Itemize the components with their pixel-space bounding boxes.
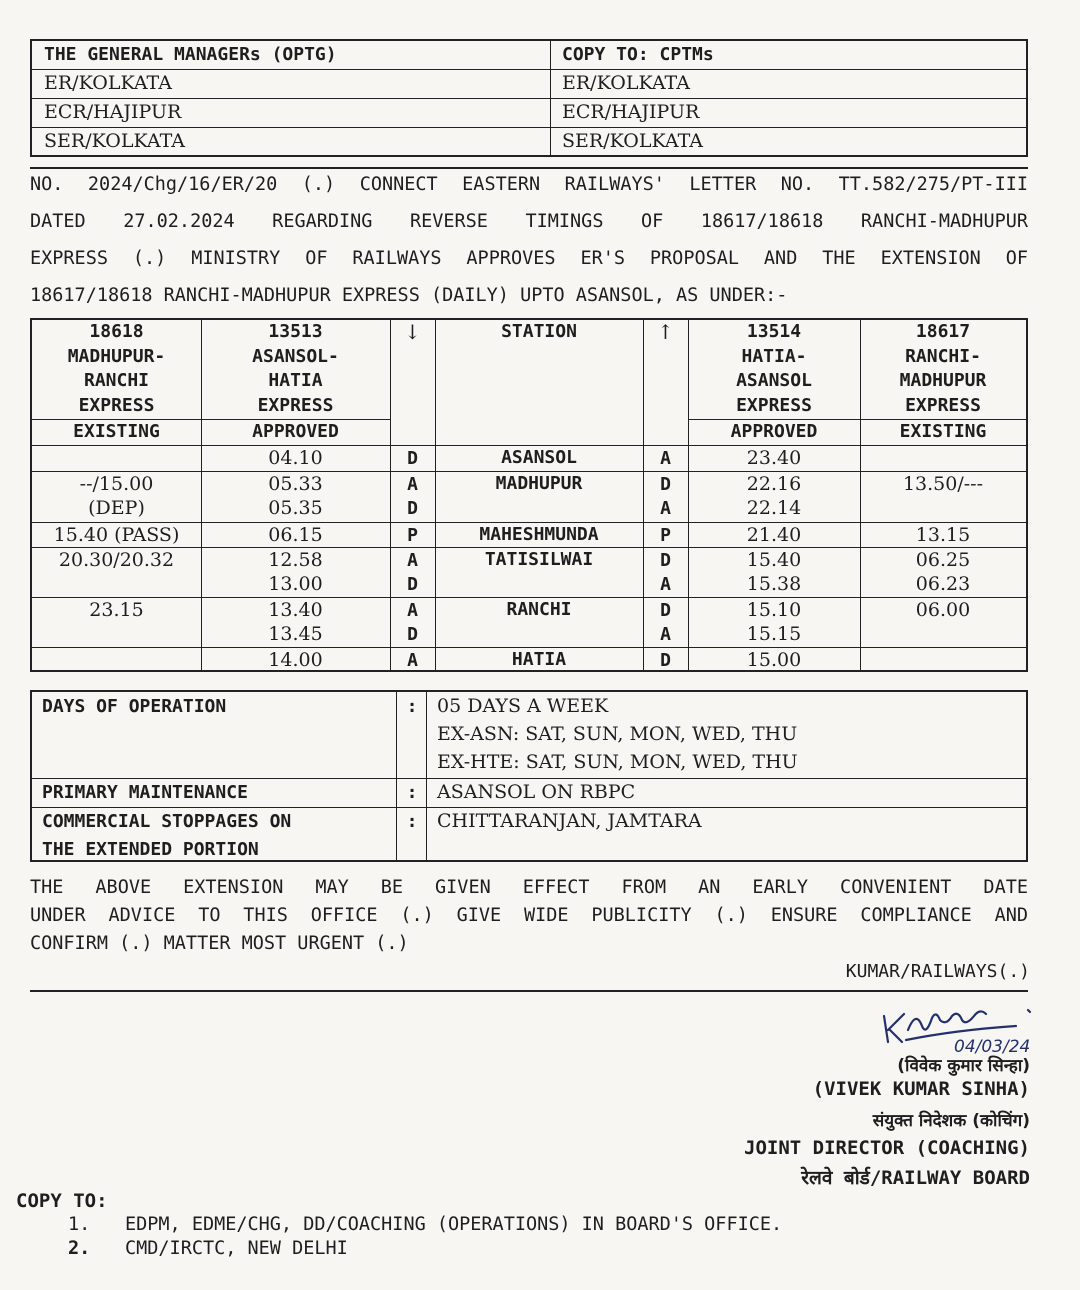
address-right-item: ECR/HAJIPUR: [550, 99, 1026, 128]
station-cell: TATISILWAI: [484, 549, 594, 570]
message-paragraph: [30, 166, 1028, 314]
commercial-stoppages-label: THE EXTENDED PORTION: [42, 839, 259, 860]
signatory-name: (VIVEK KUMAR SINHA): [812, 1078, 1030, 1100]
column-divider: [426, 692, 427, 860]
copy-to-cptms-header: COPY TO: CPTMs: [550, 41, 1026, 70]
designation-hindi: संयुक्त निदेशक (कोचिंग): [872, 1111, 1030, 1131]
office: रेलवे बोर्ड/RAILWAY BOARD: [801, 1167, 1030, 1189]
address-left-item: ECR/HAJIPUR: [32, 99, 550, 128]
signatory-name-hindi: (विवेक कुमार सिन्हा): [897, 1056, 1030, 1076]
time-cell: 13.45: [268, 623, 323, 645]
station-cell: RANCHI: [506, 599, 572, 620]
arr-dep-cell: D: [407, 498, 418, 519]
header-18618: 18618 MADHUPUR- RANCHI EXPRESS: [67, 321, 166, 416]
station-cell: HATIA: [511, 649, 567, 670]
arr-dep-cell: D: [660, 474, 671, 495]
address-left-item: SER/KOLKATA: [44, 130, 185, 152]
general-managers-header: THE GENERAL MANAGERs (OPTG): [32, 41, 550, 70]
address-left-item: ER/KOLKATA: [32, 70, 550, 99]
message-line: 18617/18618 RANCHI-MADHUPUR EXPRESS (DAILY) UPTO ASANSOL, AS UNDER:-: [30, 285, 788, 306]
arr-dep-cell: A: [407, 650, 418, 671]
arr-dep-cell: A: [407, 600, 418, 621]
copy-item-number: 1.: [68, 1214, 91, 1235]
up-arrow-icon: ↑: [657, 320, 674, 344]
subheader-existing: EXISTING: [73, 421, 160, 442]
time-cell: 21.40: [746, 524, 802, 546]
time-cell: 06.15: [268, 524, 323, 546]
time-cell: 05.35: [268, 497, 323, 519]
days-of-operation-value: 05 DAYS A WEEK: [437, 695, 609, 717]
time-cell: 13.00: [268, 573, 323, 595]
commercial-stoppages-label: COMMERCIAL STOPPAGES ON: [42, 811, 292, 832]
copy-item-number: 2.: [68, 1238, 91, 1259]
arr-dep-cell: A: [660, 624, 671, 645]
time-cell: 15.38: [746, 573, 802, 595]
arr-dep-cell: P: [407, 525, 418, 546]
arr-dep-cell: D: [660, 550, 671, 571]
time-cell: 13.15: [915, 524, 971, 546]
copy-item-text: CMD/IRCTC, NEW DELHI: [125, 1238, 348, 1259]
arr-dep-cell: A: [660, 448, 671, 469]
arr-dep-cell: P: [660, 525, 671, 546]
primary-maintenance-value: ASANSOL ON RBPC: [437, 781, 636, 803]
signature-date: 04/03/24: [954, 1037, 1031, 1057]
time-cell: 05.33: [268, 473, 323, 495]
arr-dep-cell: A: [660, 574, 671, 595]
commercial-stoppages-value: CHITTARANJAN, JAMTARA: [437, 810, 702, 832]
arr-dep-cell: A: [407, 550, 418, 571]
primary-maintenance-label: PRIMARY MAINTENANCE: [42, 782, 248, 803]
time-cell: 06.23: [915, 573, 971, 595]
time-cell: 23.40: [746, 447, 802, 469]
time-cell: 15.40 (PASS): [53, 524, 180, 546]
subheader-approved: APPROVED: [730, 421, 818, 442]
signature-divider: [30, 990, 1028, 992]
time-cell: --/15.00: [79, 473, 154, 495]
copy-item-text: EDPM, EDME/CHG, DD/COACHING (OPERATIONS) IN BOARD'S OFFICE.: [125, 1214, 783, 1235]
station-cell: ASANSOL: [501, 447, 577, 468]
address-right-column: [550, 41, 1026, 155]
subheader-approved: APPROVED: [252, 421, 339, 442]
time-cell: 15.10: [746, 599, 802, 621]
address-left-column: [32, 41, 551, 155]
time-cell: 06.00: [915, 599, 971, 621]
operation-details-table: [30, 690, 1028, 862]
copy-to-title: COPY TO:: [16, 1190, 108, 1212]
colon: :: [406, 782, 418, 803]
column-divider: [396, 692, 397, 860]
time-cell: 12.58: [268, 549, 323, 571]
arr-dep-cell: D: [407, 574, 418, 595]
time-cell: 13.50/---: [902, 473, 984, 495]
station-cell: MADHUPUR: [495, 473, 583, 494]
closing-line: CONFIRM (.) MATTER MOST URGENT (.): [30, 933, 409, 954]
message-line: EXPRESS (.) MINISTRY OF RAILWAYS APPROVES ER'S PROPOSAL AND THE EXTENSION OF: [30, 248, 1028, 269]
time-cell: 22.14: [746, 497, 802, 519]
time-cell: 15.40: [746, 549, 802, 571]
message-line: NO. 2024/Chg/16/ER/20 (.) CONNECT EASTERN RAILWAYS' LETTER NO. TT.582/275/PT-III: [30, 174, 1028, 195]
time-cell: 15.00: [746, 649, 802, 671]
station-cell: MAHESHMUNDA: [479, 524, 599, 545]
handwritten-signature: [878, 1000, 1048, 1060]
colon: :: [406, 696, 418, 717]
colon: :: [406, 811, 418, 832]
time-cell: 04.10: [268, 447, 323, 469]
message-line: DATED 27.02.2024 REGARDING REVERSE TIMINGS OF 18617/18618 RANCHI-MADHUPUR: [30, 211, 1028, 232]
time-cell: (DEP): [88, 497, 145, 519]
time-cell: 06.25: [915, 549, 971, 571]
closing-paragraph: [30, 874, 1028, 958]
station-header: STATION: [501, 321, 577, 342]
time-cell: 22.16: [746, 473, 802, 495]
days-of-operation-value: EX-HTE: SAT, SUN, MON, WED, THU: [437, 751, 798, 773]
address-right-item: ER/KOLKATA: [550, 70, 1026, 99]
address-right-item: SER/KOLKATA: [562, 130, 703, 152]
header-13514: 13514 HATIA- ASANSOL EXPRESS: [736, 321, 812, 416]
arr-dep-cell: D: [407, 624, 418, 645]
closing-line: THE ABOVE EXTENSION MAY BE GIVEN EFFECT FROM AN EARLY CONVENIENT DATE: [30, 877, 1028, 898]
timetable: [30, 318, 1028, 672]
address-table: [30, 39, 1028, 157]
subheader-existing: EXISTING: [899, 421, 987, 442]
days-of-operation-value: EX-ASN: SAT, SUN, MON, WED, THU: [437, 723, 798, 745]
time-cell: 23.15: [89, 599, 144, 621]
arr-dep-cell: D: [407, 448, 418, 469]
time-cell: 13.40: [268, 599, 323, 621]
arr-dep-cell: D: [660, 650, 671, 671]
arr-dep-cell: A: [660, 498, 671, 519]
designation: JOINT DIRECTOR (COACHING): [744, 1137, 1030, 1159]
sender-line: KUMAR/RAILWAYS(.): [845, 961, 1030, 982]
down-arrow-icon: ↓: [404, 320, 421, 344]
closing-line: UNDER ADVICE TO THIS OFFICE (.) GIVE WIDE PUBLICITY (.) ENSURE COMPLIANCE AND: [30, 905, 1028, 926]
header-18617: 18617 RANCHI- MADHUPUR EXPRESS: [899, 321, 987, 416]
time-cell: 14.00: [268, 649, 323, 671]
days-of-operation-label: DAYS OF OPERATION: [42, 696, 227, 717]
time-cell: 20.30/20.32: [58, 549, 175, 571]
time-cell: 15.15: [746, 623, 802, 645]
header-13513: 13513 ASANSOL- HATIA EXPRESS: [252, 321, 339, 416]
arr-dep-cell: A: [407, 474, 418, 495]
arr-dep-cell: D: [660, 600, 671, 621]
